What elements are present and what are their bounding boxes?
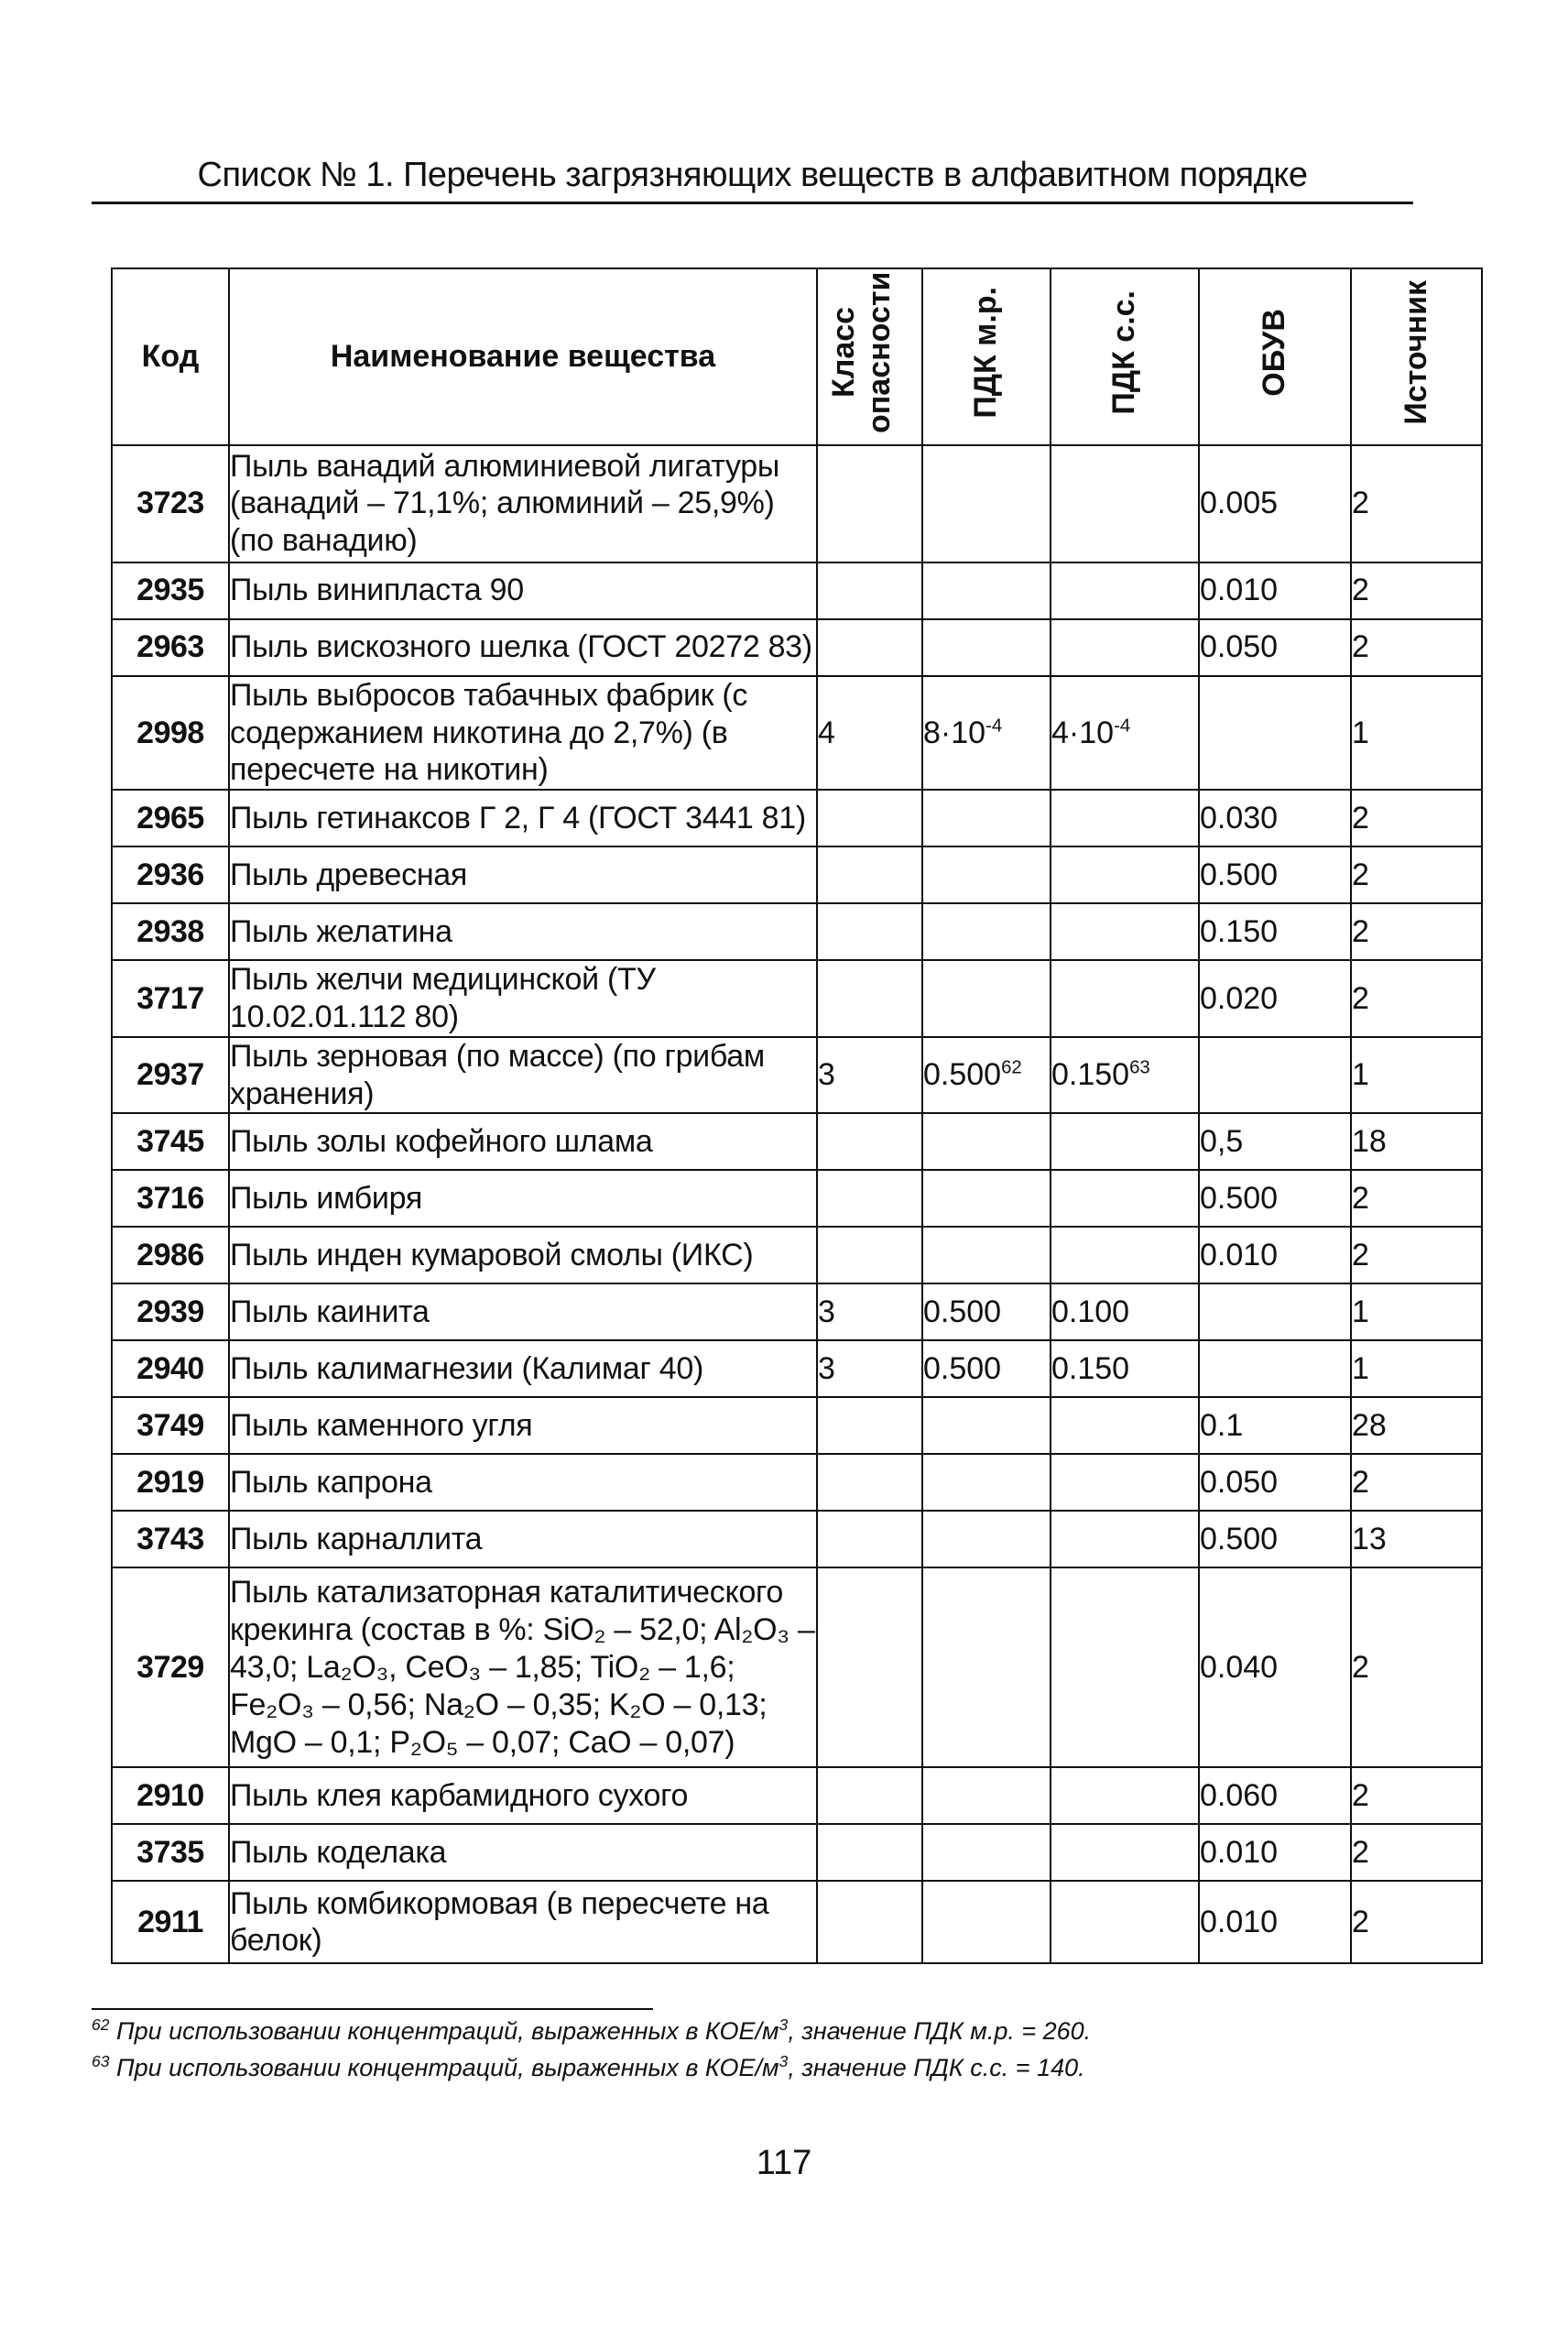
pdk-mr-exponent: 62 xyxy=(1001,1057,1022,1078)
obuv-value: 0.010 xyxy=(1200,1834,1279,1870)
table-row xyxy=(112,1567,1482,1767)
code-value: 2938 xyxy=(136,913,204,949)
code-cell xyxy=(112,562,229,619)
code-cell xyxy=(112,790,229,846)
pdk-ss-cell xyxy=(1051,790,1199,846)
code-value: 2937 xyxy=(136,1057,204,1093)
source-cell xyxy=(1351,562,1482,619)
pdk-mr-value: 0.500 xyxy=(923,1294,1002,1329)
name-cell xyxy=(229,445,817,562)
table-row xyxy=(112,562,1482,619)
hazard-cell xyxy=(817,1170,922,1227)
code-value: 3743 xyxy=(136,1521,204,1556)
hazard-cell xyxy=(817,846,922,903)
page-title: Список № 1. Перечень загрязняющих веществ в алфавитном порядке xyxy=(197,156,1308,194)
source-cell xyxy=(1351,1037,1482,1114)
name-value: Пыль капрона xyxy=(230,1464,432,1500)
pdk-mr-cell xyxy=(922,445,1051,562)
table-row xyxy=(112,903,1482,960)
pdk-mr-cell xyxy=(922,562,1051,619)
obuv-cell xyxy=(1199,1767,1351,1824)
name-cell xyxy=(229,1824,817,1881)
source-cell xyxy=(1351,1340,1482,1397)
code-cell xyxy=(112,846,229,903)
pdk-mr-cell xyxy=(922,903,1051,960)
table-row xyxy=(112,445,1482,562)
source-cell xyxy=(1351,1881,1482,1963)
name-cell xyxy=(229,960,817,1037)
hazard-value: 4 xyxy=(818,715,835,750)
hazard-cell xyxy=(817,1824,922,1881)
footnote-text: При использовании концентраций, выраженных в КОЕ/м xyxy=(116,2054,779,2081)
hazard-cell xyxy=(817,1227,922,1283)
hazard-cell xyxy=(817,1283,922,1340)
hazard-cell xyxy=(817,1454,922,1511)
table-row xyxy=(112,1113,1482,1170)
obuv-cell xyxy=(1199,1170,1351,1227)
hazard-cell xyxy=(817,1567,922,1767)
source-cell xyxy=(1351,1511,1482,1567)
code-cell xyxy=(112,1170,229,1227)
hazard-cell xyxy=(817,1113,922,1170)
header-source xyxy=(1351,268,1482,445)
source-value: 28 xyxy=(1352,1407,1387,1443)
table-row xyxy=(112,960,1482,1037)
obuv-cell xyxy=(1199,619,1351,676)
code-cell xyxy=(112,1881,229,1963)
table-row xyxy=(112,619,1482,676)
header-source-label: Источник xyxy=(1398,279,1433,425)
obuv-value: 0,5 xyxy=(1200,1123,1244,1159)
obuv-cell xyxy=(1199,960,1351,1037)
pdk-ss-cell xyxy=(1051,1824,1199,1881)
source-value: 2 xyxy=(1352,1834,1369,1870)
name-cell xyxy=(229,1397,817,1454)
code-value: 3723 xyxy=(136,486,204,521)
name-value: Пыль комбикормовая (в пересчете на белок) xyxy=(230,1885,769,1959)
table-row xyxy=(112,1767,1482,1824)
code-cell xyxy=(112,1767,229,1824)
footnote-mark: 62 xyxy=(92,2015,110,2034)
name-cell xyxy=(229,1227,817,1283)
source-cell xyxy=(1351,1170,1482,1227)
header-pdk-mr-label: ПДК м.р. xyxy=(968,286,1004,419)
pdk-mr-cell xyxy=(922,1283,1051,1340)
name-cell xyxy=(229,1340,817,1397)
obuv-cell xyxy=(1199,1340,1351,1397)
pdk-ss-cell xyxy=(1051,1113,1199,1170)
code-cell xyxy=(112,1283,229,1340)
header-code: Код xyxy=(112,268,229,445)
pdk-ss-cell xyxy=(1051,846,1199,903)
obuv-value: 0.010 xyxy=(1200,1237,1279,1272)
table-row xyxy=(112,1881,1482,1963)
hazard-cell xyxy=(817,960,922,1037)
source-value: 2 xyxy=(1352,1464,1369,1500)
code-value: 3717 xyxy=(136,980,204,1016)
pdk-ss-cell xyxy=(1051,676,1199,790)
pdk-mr-cell xyxy=(922,676,1051,790)
name-value: Пыль желатина xyxy=(230,913,452,949)
name-value: Пыль винипласта 90 xyxy=(230,573,524,608)
table-row xyxy=(112,790,1482,846)
pdk-mr-cell xyxy=(922,1511,1051,1567)
name-value: Пыль клея карбамидного сухого xyxy=(230,1777,689,1813)
pdk-mr-cell xyxy=(922,846,1051,903)
source-cell xyxy=(1351,790,1482,846)
name-value: Пыль выбросов табачных фабрик (с содержанием никотина до 2,7%) (в пересчете на никотин) xyxy=(230,677,748,788)
pdk-ss-cell xyxy=(1051,1340,1199,1397)
pdk-ss-value: 4·10 xyxy=(1051,715,1115,750)
source-value: 2 xyxy=(1352,1237,1369,1272)
code-cell xyxy=(112,445,229,562)
code-cell xyxy=(112,1567,229,1767)
source-value: 1 xyxy=(1352,1350,1369,1386)
source-cell xyxy=(1351,1227,1482,1283)
obuv-value: 0.500 xyxy=(1200,1521,1279,1556)
obuv-cell xyxy=(1199,445,1351,562)
hazard-cell xyxy=(817,1881,922,1963)
pdk-ss-cell xyxy=(1051,1511,1199,1567)
name-cell xyxy=(229,1881,817,1963)
code-cell xyxy=(112,1227,229,1283)
pdk-ss-cell xyxy=(1051,1454,1199,1511)
name-value: Пыль каинита xyxy=(230,1294,430,1329)
code-cell xyxy=(112,903,229,960)
name-cell xyxy=(229,1767,817,1824)
header-obuv xyxy=(1199,268,1351,445)
footnote-tail: , значение ПДК м.р. = 260. xyxy=(788,2017,1092,2045)
pdk-ss-cell xyxy=(1051,903,1199,960)
source-value: 2 xyxy=(1352,486,1369,521)
pdk-mr-cell xyxy=(922,619,1051,676)
code-value: 3735 xyxy=(136,1834,204,1870)
table-row xyxy=(112,1454,1482,1511)
header-pdk-ss-label: ПДК с.с. xyxy=(1106,289,1142,415)
obuv-value: 0.010 xyxy=(1200,1904,1279,1939)
name-cell xyxy=(229,619,817,676)
pdk-mr-value: 0.500 xyxy=(923,1057,1002,1093)
source-value: 2 xyxy=(1352,1777,1369,1813)
hazard-cell xyxy=(817,1037,922,1114)
code-value: 3716 xyxy=(136,1180,204,1216)
pdk-ss-cell xyxy=(1051,1037,1199,1114)
table-row xyxy=(112,1170,1482,1227)
source-cell xyxy=(1351,445,1482,562)
pdk-mr-cell xyxy=(922,1767,1051,1824)
source-value: 1 xyxy=(1352,1057,1369,1093)
pdk-mr-cell xyxy=(922,1170,1051,1227)
code-value: 2940 xyxy=(136,1350,204,1386)
source-cell xyxy=(1351,960,1482,1037)
hazard-cell xyxy=(817,1397,922,1454)
name-value: Пыль имбиря xyxy=(230,1180,422,1216)
source-cell xyxy=(1351,619,1482,676)
hazard-cell xyxy=(817,562,922,619)
source-cell xyxy=(1351,903,1482,960)
source-cell xyxy=(1351,846,1482,903)
obuv-cell xyxy=(1199,1454,1351,1511)
pdk-ss-cell xyxy=(1051,960,1199,1037)
obuv-cell xyxy=(1199,903,1351,960)
source-value: 1 xyxy=(1352,715,1369,750)
name-value: Пыль карналлита xyxy=(230,1521,483,1556)
hazard-cell xyxy=(817,676,922,790)
header-obuv-label: ОБУВ xyxy=(1257,308,1292,397)
footnote-unit-exp: 3 xyxy=(779,2052,789,2070)
source-value: 2 xyxy=(1352,980,1369,1016)
hazard-cell xyxy=(817,1340,922,1397)
source-value: 2 xyxy=(1352,1180,1369,1216)
name-cell xyxy=(229,903,817,960)
hazard-cell xyxy=(817,445,922,562)
source-cell xyxy=(1351,1567,1482,1767)
name-value: Пыль желчи медицинской (ТУ 10.02.01.112 80) xyxy=(230,962,656,1034)
obuv-cell xyxy=(1199,846,1351,903)
source-value: 2 xyxy=(1352,1649,1369,1685)
pdk-ss-exponent: 63 xyxy=(1129,1057,1150,1078)
code-value: 2911 xyxy=(137,1904,203,1939)
source-value: 2 xyxy=(1352,573,1369,608)
hazard-cell xyxy=(817,1511,922,1567)
source-cell xyxy=(1351,676,1482,790)
code-value: 3749 xyxy=(136,1407,204,1443)
code-value: 3745 xyxy=(136,1123,204,1159)
name-value: Пыль ванадий алюминиевой лигатуры (ванадий – 71,1%; алюминий – 25,9%) (по ванадию) xyxy=(230,448,780,559)
table-row xyxy=(112,1511,1482,1567)
pdk-ss-exponent: -4 xyxy=(1114,715,1131,737)
obuv-cell xyxy=(1199,676,1351,790)
name-value: Пыль коделака xyxy=(230,1834,447,1870)
table-row xyxy=(112,676,1482,790)
code-value: 2936 xyxy=(136,857,204,892)
source-cell xyxy=(1351,1824,1482,1881)
hazard-value: 3 xyxy=(818,1294,835,1329)
footnote-text: При использовании концентраций, выраженных в КОЕ/м xyxy=(116,2017,779,2045)
source-cell xyxy=(1351,1113,1482,1170)
pdk-ss-cell xyxy=(1051,619,1199,676)
table-row xyxy=(112,1397,1482,1454)
code-value: 2965 xyxy=(136,800,204,835)
obuv-cell xyxy=(1199,1037,1351,1114)
name-cell xyxy=(229,676,817,790)
name-cell xyxy=(229,1170,817,1227)
obuv-cell xyxy=(1199,1567,1351,1767)
obuv-cell xyxy=(1199,1113,1351,1170)
pdk-mr-cell xyxy=(922,790,1051,846)
name-value: Пыль калимагнезии (Калимаг 40) xyxy=(230,1350,704,1386)
obuv-cell xyxy=(1199,790,1351,846)
hazard-cell xyxy=(817,619,922,676)
table-row xyxy=(112,1227,1482,1283)
footnote-divider xyxy=(92,2008,653,2010)
pdk-ss-cell xyxy=(1051,1170,1199,1227)
title-divider xyxy=(92,202,1413,204)
obuv-cell xyxy=(1199,1397,1351,1454)
source-value: 18 xyxy=(1352,1123,1387,1159)
name-value: Пыль зерновая (по массе) (по грибам хранения) xyxy=(230,1038,765,1111)
code-value: 2986 xyxy=(136,1237,204,1272)
source-cell xyxy=(1351,1767,1482,1824)
hazard-cell xyxy=(817,903,922,960)
obuv-value: 0.010 xyxy=(1200,573,1279,608)
pdk-mr-cell xyxy=(922,1113,1051,1170)
code-value: 2998 xyxy=(136,715,204,750)
code-cell xyxy=(112,1340,229,1397)
source-value: 1 xyxy=(1352,1294,1369,1329)
name-cell xyxy=(229,1283,817,1340)
code-cell xyxy=(112,619,229,676)
code-cell xyxy=(112,1824,229,1881)
pdk-ss-value: 0.100 xyxy=(1051,1294,1130,1329)
pdk-ss-cell xyxy=(1051,445,1199,562)
table-row xyxy=(112,1340,1482,1397)
name-value: Пыль золы кофейного шлама xyxy=(230,1123,653,1159)
obuv-value: 0.1 xyxy=(1200,1407,1244,1443)
obuv-cell xyxy=(1199,1283,1351,1340)
header-name: Наименование вещества xyxy=(229,268,817,445)
header-pdk-ss xyxy=(1051,268,1199,445)
name-cell xyxy=(229,1113,817,1170)
pdk-ss-cell xyxy=(1051,1283,1199,1340)
footnote-unit-exp: 3 xyxy=(779,2015,789,2034)
obuv-value: 0.050 xyxy=(1200,1464,1279,1500)
name-cell xyxy=(229,562,817,619)
pdk-ss-cell xyxy=(1051,1227,1199,1283)
hazard-cell xyxy=(817,1767,922,1824)
pdk-mr-value: 8·10 xyxy=(923,715,986,750)
obuv-value: 0.500 xyxy=(1200,857,1279,892)
name-cell xyxy=(229,1454,817,1511)
pdk-ss-cell xyxy=(1051,1881,1199,1963)
header-hazard-label: Класс опасности xyxy=(825,271,897,433)
code-cell xyxy=(112,1037,229,1114)
code-value: 2939 xyxy=(136,1294,204,1329)
code-cell xyxy=(112,960,229,1037)
pdk-mr-cell xyxy=(922,1037,1051,1114)
name-value: Пыль древесная xyxy=(230,857,468,892)
name-cell xyxy=(229,1037,817,1114)
pdk-ss-cell xyxy=(1051,1567,1199,1767)
table-row xyxy=(112,846,1482,903)
source-value: 2 xyxy=(1352,629,1369,665)
code-cell xyxy=(112,676,229,790)
obuv-value: 0.060 xyxy=(1200,1777,1279,1813)
pdk-mr-cell xyxy=(922,1824,1051,1881)
pdk-mr-cell xyxy=(922,1881,1051,1963)
code-cell xyxy=(112,1454,229,1511)
pdk-mr-cell xyxy=(922,1340,1051,1397)
table-header-row xyxy=(112,268,1482,445)
obuv-cell xyxy=(1199,1824,1351,1881)
code-value: 2963 xyxy=(136,629,204,665)
name-value: Пыль каменного угля xyxy=(230,1407,533,1443)
hazard-cell xyxy=(817,790,922,846)
name-value: Пыль гетинаксов Г 2, Г 4 (ГОСТ 3441 81) xyxy=(230,800,806,835)
name-cell xyxy=(229,1567,817,1767)
code-value: 2910 xyxy=(136,1777,204,1813)
pdk-mr-cell xyxy=(922,960,1051,1037)
obuv-cell xyxy=(1199,562,1351,619)
source-value: 13 xyxy=(1352,1521,1387,1556)
pdk-mr-exponent: -4 xyxy=(985,715,1003,737)
obuv-value: 0.050 xyxy=(1200,629,1279,665)
code-value: 2919 xyxy=(136,1464,204,1500)
name-cell xyxy=(229,790,817,846)
footnote-62 xyxy=(92,2017,1091,2046)
source-cell xyxy=(1351,1454,1482,1511)
source-cell xyxy=(1351,1283,1482,1340)
hazard-value: 3 xyxy=(818,1057,835,1093)
obuv-cell xyxy=(1199,1511,1351,1567)
obuv-value: 0.150 xyxy=(1200,913,1279,949)
pdk-ss-value: 0.150 xyxy=(1051,1350,1130,1386)
table-row xyxy=(112,1283,1482,1340)
obuv-cell xyxy=(1199,1227,1351,1283)
pdk-ss-cell xyxy=(1051,562,1199,619)
footnote-tail: , значение ПДК с.с. = 140. xyxy=(788,2054,1085,2081)
obuv-value: 0.020 xyxy=(1200,980,1279,1016)
name-value: Пыль вискозного шелка (ГОСТ 20272 83) xyxy=(230,629,812,665)
footnote-63 xyxy=(92,2054,1085,2082)
name-value: Пыль катализаторная каталитического крекинга (состав в %: SiO₂ – 52,0; Al₂O₃ – 43,0; La₂O₃, CeO₃ – 1,85; TiO₂ – 1,6; Fe₂O₃ – 0,56; Na₂O – 0,35; K₂O – 0,13; MgO – 0,1; P₂O₅ – 0,07; CaO – 0,07) xyxy=(230,1575,815,1760)
obuv-value: 0.500 xyxy=(1200,1180,1279,1216)
name-cell xyxy=(229,1511,817,1567)
pdk-ss-value: 0.150 xyxy=(1051,1057,1130,1093)
substances-table xyxy=(111,268,1483,1964)
footnote-mark: 63 xyxy=(92,2052,110,2070)
source-value: 2 xyxy=(1352,1904,1369,1939)
pdk-mr-cell xyxy=(922,1227,1051,1283)
table-row xyxy=(112,1037,1482,1114)
header-pdk-mr xyxy=(922,268,1051,445)
pdk-mr-cell xyxy=(922,1454,1051,1511)
source-value: 2 xyxy=(1352,913,1369,949)
pdk-mr-value: 0.500 xyxy=(923,1350,1002,1386)
source-value: 2 xyxy=(1352,800,1369,835)
header-hazard xyxy=(817,268,922,445)
obuv-value: 0.005 xyxy=(1200,486,1279,521)
source-value: 2 xyxy=(1352,857,1369,892)
table-row xyxy=(112,1824,1482,1881)
code-cell xyxy=(112,1397,229,1454)
pdk-mr-cell xyxy=(922,1397,1051,1454)
code-cell xyxy=(112,1113,229,1170)
code-cell xyxy=(112,1511,229,1567)
hazard-value: 3 xyxy=(818,1350,835,1386)
obuv-cell xyxy=(1199,1881,1351,1963)
obuv-value: 0.040 xyxy=(1200,1649,1279,1685)
pdk-ss-cell xyxy=(1051,1767,1199,1824)
code-value: 3729 xyxy=(136,1649,204,1685)
page-number: 117 xyxy=(756,2144,812,2182)
pdk-mr-cell xyxy=(922,1567,1051,1767)
name-value: Пыль инден кумаровой смолы (ИКС) xyxy=(230,1237,754,1272)
pdk-ss-cell xyxy=(1051,1397,1199,1454)
source-cell xyxy=(1351,1397,1482,1454)
obuv-value: 0.030 xyxy=(1200,800,1279,835)
name-cell xyxy=(229,846,817,903)
code-value: 2935 xyxy=(136,573,204,608)
